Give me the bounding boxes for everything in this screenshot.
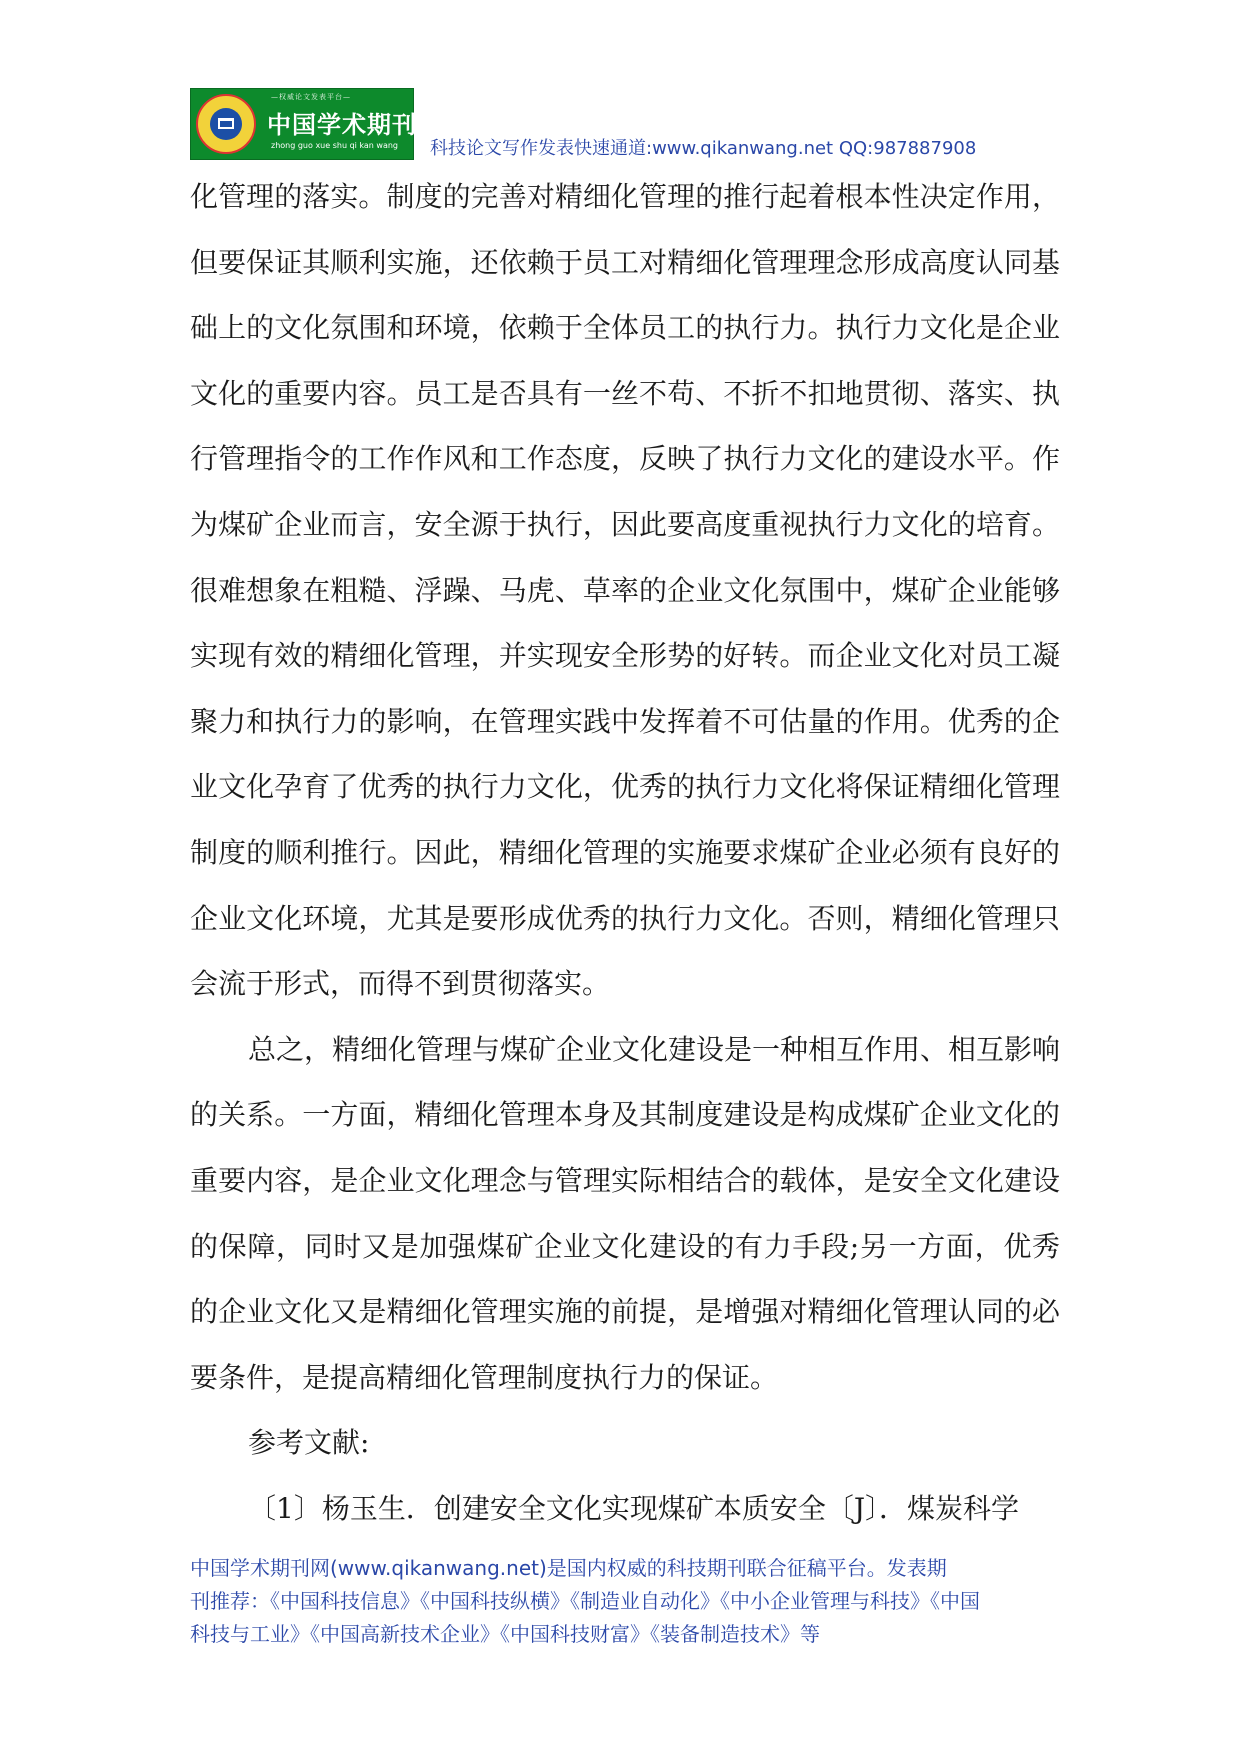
page-footer — [190, 1552, 1070, 1651]
page-header — [190, 88, 1060, 160]
references-heading: 参考文献: — [248, 1426, 370, 1460]
logo-emblem-icon — [196, 94, 256, 154]
document-body — [190, 164, 1060, 1541]
logo-name: 中国学术期刊网 — [267, 111, 442, 139]
footer-line-3: 科技与工业》《中国高新技术企业》《中国科技财富》《装备制造技术》等 — [190, 1622, 820, 1646]
site-logo[interactable] — [190, 88, 442, 160]
footer-line-1: 中国学术期刊网(www.qikanwang.net)是国内权威的科技期刊联合征稿平台。发表期 — [190, 1556, 947, 1580]
reference-1: 〔1〕杨玉生．创建安全文化实现煤矿本质安全〔J〕．煤炭科学 — [248, 1491, 1020, 1525]
paragraph-2: 总之，精细化管理与煤矿企业文化建设是一种相互作用、相互影响的关系。一方面，精细化管理本身及其制度建设是构成煤矿企业文化的重要内容，是企业文化理念与管理实际相结合的载体，是安全文化建设的保障，同时又是加强煤矿企业文化建设的有力手段;另一方面，优秀的企业文化又是精细化管理实施的前提，是增强对精细化管理认同的必要条件，是提高精细化管理制度执行力的保证。 — [190, 1032, 1061, 1394]
header-tagline: 科技论文写作发表快速通道:www.qikanwang.net QQ:987887908 — [430, 138, 977, 159]
paragraph-1: 化管理的落实。制度的完善对精细化管理的推行起着根本性决定作用，但要保证其顺利实施，还依赖于员工对精细化管理理念形成高度认同基础上的文化氛围和环境，依赖于全体员工的执行力。执行力文化是企业文化的重要内容。员工是否具有一丝不苟、不折不扣地贯彻、落实、执行管理指令的工作作风和工作态度，反映了执行力文化的建设水平。作为煤矿企业而言，安全源于执行，因此要高度重视执行力文化的培育。很难想象在粗糙、浮躁、马虎、草率的企业文化氛围中，煤矿企业能够实现有效的精细化管理，并实现安全形势的好转。而企业文化对员工凝聚力和执行力的影响，在管理实践中发挥着不可估量的作用。优秀的企业文化孕育了优秀的执行力文化，优秀的执行力文化将保证精细化管理制度的顺利推行。因此，精细化管理的实施要求煤矿企业必须有良好的企业文化环境，尤其是要形成优秀的执行力文化。否则，精细化管理只会流于形式，而得不到贯彻落实。 — [190, 180, 1060, 1001]
logo-slogan: —权威论文发表平台— — [271, 93, 351, 101]
logo-pinyin: zhong guo xue shu qi kan wang — [271, 141, 399, 150]
footer-line-2: 刊推荐：《中国科技信息》《中国科技纵横》《制造业自动化》《中小企业管理与科技》《中国 — [190, 1589, 980, 1613]
